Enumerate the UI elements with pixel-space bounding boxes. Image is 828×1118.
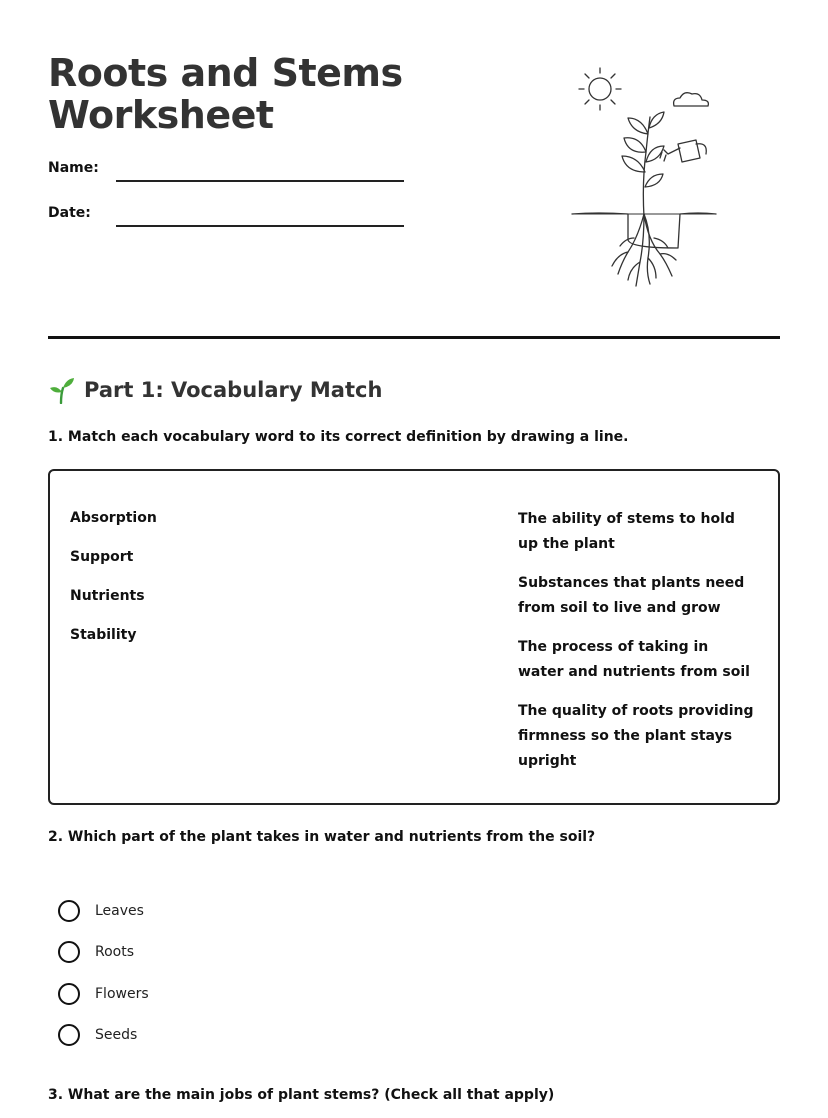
- part1-heading: [48, 374, 382, 406]
- option-label: Flowers: [95, 985, 149, 1002]
- option-label: Roots: [95, 944, 135, 961]
- option-roots[interactable]: [58, 932, 149, 974]
- name-field-row: [48, 160, 408, 190]
- date-label: Date:: [48, 205, 91, 221]
- sprout-icon: [48, 376, 76, 404]
- radio-button[interactable]: [58, 1024, 80, 1046]
- plant-illustration-icon: [568, 62, 720, 292]
- option-seeds[interactable]: [58, 1015, 149, 1057]
- radio-button[interactable]: [58, 983, 80, 1005]
- vocab-definition[interactable]: Substances that plants need from soil to live and grow: [518, 575, 745, 616]
- radio-button[interactable]: [58, 900, 80, 922]
- name-input-line[interactable]: [116, 180, 404, 182]
- vocab-definition[interactable]: The process of taking in water and nutrients from soil: [518, 639, 750, 680]
- section-divider: [48, 336, 780, 339]
- vocabulary-definitions: [518, 507, 758, 788]
- option-leaves[interactable]: [58, 890, 149, 932]
- vocab-word[interactable]: Stability: [70, 627, 137, 643]
- question-1: 1. Match each vocabulary word to its correct definition by drawing a line.: [48, 429, 629, 445]
- radio-button[interactable]: [58, 941, 80, 963]
- question-2: 2. Which part of the plant takes in water and nutrients from the soil?: [48, 829, 596, 845]
- option-label: Seeds: [95, 1027, 138, 1044]
- name-label: Name:: [48, 160, 99, 176]
- part1-title: Part 1: Vocabulary Match: [84, 378, 383, 402]
- page-title: Roots and Stems Worksheet: [48, 51, 403, 137]
- question-2-options: [58, 890, 149, 1056]
- vocab-definition[interactable]: The quality of roots providing firmness so the plant stays upright: [518, 703, 754, 769]
- date-field-row: [48, 205, 408, 235]
- date-input-line[interactable]: [116, 225, 404, 227]
- vocabulary-match-box: [48, 469, 780, 805]
- option-label: Leaves: [95, 902, 144, 919]
- vocab-word[interactable]: Nutrients: [70, 588, 145, 604]
- vocab-word[interactable]: Absorption: [70, 510, 157, 526]
- option-flowers[interactable]: [58, 973, 149, 1015]
- vocabulary-words: [70, 507, 157, 663]
- question-3: 3. What are the main jobs of plant stems? (Check all that apply): [48, 1087, 555, 1103]
- vocab-word[interactable]: Support: [70, 549, 134, 565]
- vocab-definition[interactable]: The ability of stems to hold up the plant: [518, 511, 735, 552]
